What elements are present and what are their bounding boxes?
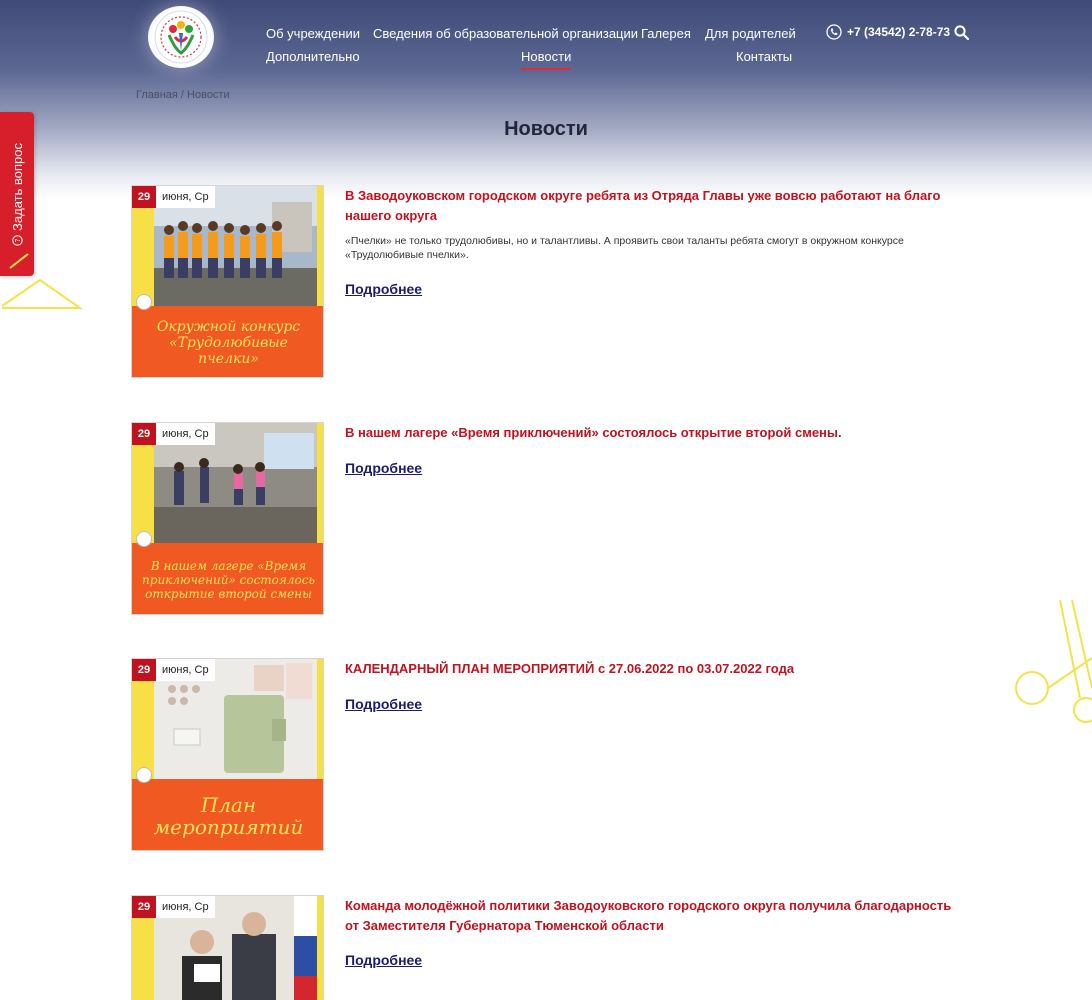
nav-edu-info[interactable]: Сведения об образовательной организации — [373, 26, 639, 41]
page-title: Новости — [504, 118, 588, 140]
nav-gallery[interactable]: Галерея — [641, 26, 691, 41]
nav-about[interactable]: Об учреждении — [266, 26, 360, 41]
seal-icon — [136, 531, 152, 547]
news-item-2 — [131, 422, 961, 622]
nav-additional[interactable]: Дополнительно — [266, 49, 360, 64]
date-month: июня, Ср — [162, 191, 209, 203]
search-icon — [954, 25, 969, 40]
news-image[interactable] — [131, 185, 324, 378]
date-badge — [132, 659, 215, 681]
news-image[interactable] — [131, 658, 324, 851]
date-day: 29 — [132, 659, 156, 681]
search-button[interactable] — [954, 25, 969, 45]
date-month: июня, Ср — [162, 428, 209, 440]
nav-contacts[interactable]: Контакты — [736, 49, 793, 64]
question-icon — [12, 234, 23, 245]
read-more-link[interactable]: Подробнее — [345, 952, 423, 968]
phone-number: +7 (34542) 2-78-73 — [847, 25, 951, 39]
date-badge — [132, 896, 215, 918]
news-image[interactable] — [131, 895, 324, 1000]
date-month: июня, Ср — [162, 901, 209, 913]
nav-parents[interactable]: Для родителей — [705, 26, 796, 41]
date-day: 29 — [132, 896, 156, 918]
news-item-1 — [131, 185, 961, 385]
date-badge — [132, 423, 215, 445]
news-title[interactable]: В Заводоуковском городском округе ребята из Отряда Главы уже вовсю работают на благо нашего округа — [345, 188, 941, 223]
news-image[interactable] — [131, 422, 324, 615]
read-more-link[interactable]: Подробнее — [345, 460, 423, 476]
date-badge — [132, 186, 215, 208]
phone-icon — [826, 24, 842, 40]
date-day: 29 — [132, 186, 156, 208]
main-nav — [0, 0, 1092, 80]
read-more-link[interactable]: Подробнее — [345, 696, 423, 712]
svg-text:?: ? — [13, 238, 22, 242]
news-item-3 — [131, 658, 961, 858]
news-title[interactable]: КАЛЕНДАРНЫЙ ПЛАН МЕРОПРИЯТИЙ с 27.06.2022 по 03.07.2022 года — [345, 661, 795, 676]
ask-question-label — [10, 143, 25, 246]
seal-icon — [136, 294, 152, 310]
read-more-link[interactable]: Подробнее — [345, 281, 423, 297]
news-item-4 — [131, 895, 961, 1000]
seal-icon — [136, 767, 152, 783]
image-stripe-right — [317, 896, 323, 1000]
news-title[interactable]: В нашем лагере «Время приключений» состоялось открытие второй смены. — [345, 425, 842, 440]
news-description: «Пчелки» не только трудолюбивы, но и талантливы. А проявить свои таланты ребята смогут в окружном конкурсе «Трудолюбивые пчелки». — [345, 235, 904, 261]
decorative-scissors-icon — [1010, 598, 1092, 738]
phone-link[interactable] — [826, 24, 950, 40]
nav-news[interactable]: Новости — [521, 49, 572, 64]
date-day: 29 — [132, 423, 156, 445]
image-caption: В нашем лагере «Время приключений» состоялось открытие второй смены — [132, 543, 324, 615]
date-month: июня, Ср — [162, 664, 209, 676]
ask-question-text: Задать вопрос — [9, 142, 25, 231]
decorative-lineart-left — [0, 250, 90, 320]
breadcrumb[interactable]: Главная / Новости — [136, 89, 230, 101]
image-caption: План мероприятий — [132, 779, 324, 851]
news-title[interactable]: Команда молодёжной политики Заводоуковского городского округа получила благодарность от Заместителя Губернатора Тюменской области — [345, 898, 952, 933]
image-caption: Окружной конкурс «Трудолюбивые пчелки» — [132, 306, 324, 378]
